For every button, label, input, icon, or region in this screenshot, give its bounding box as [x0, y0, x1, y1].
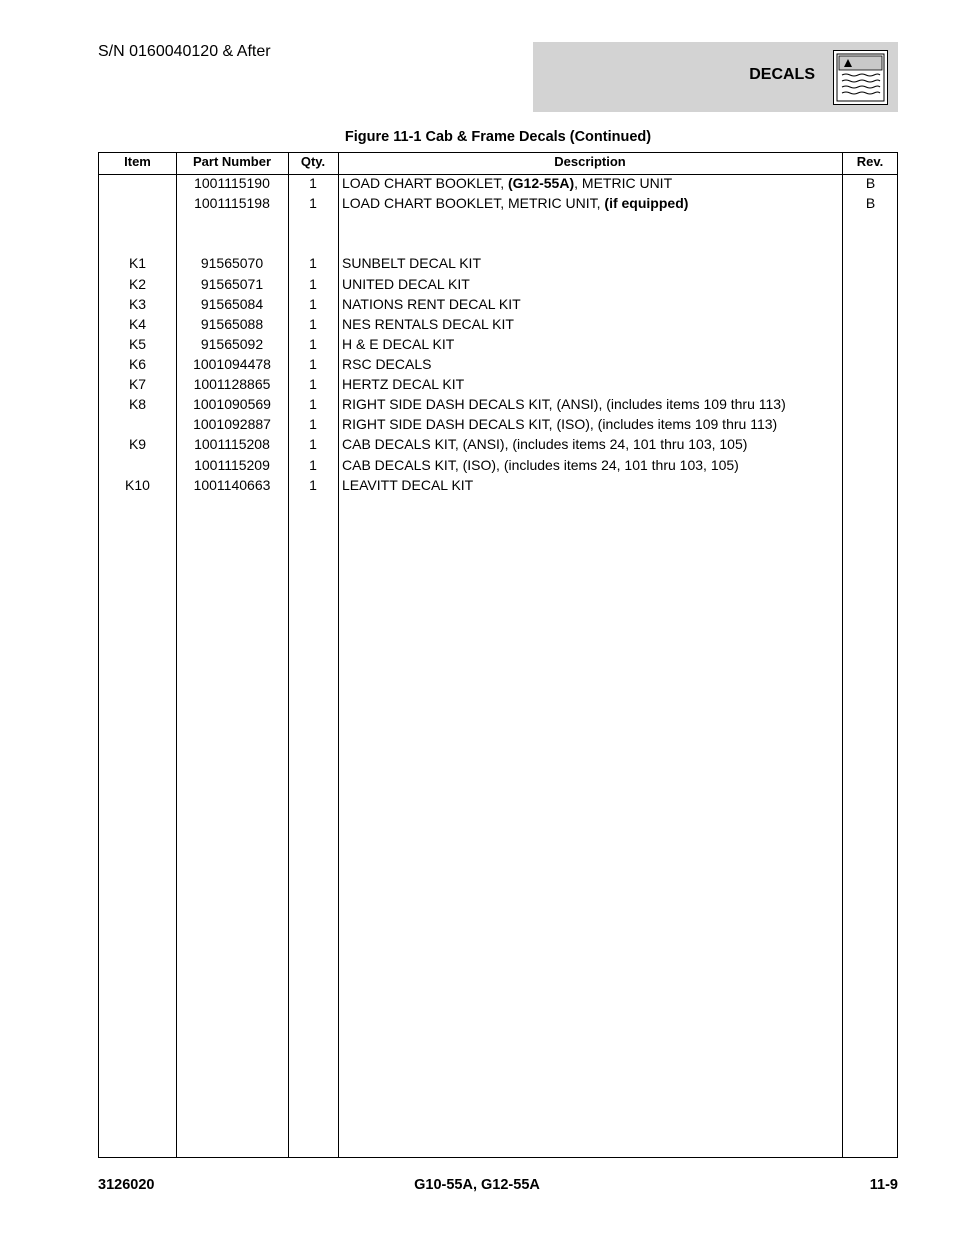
qty-cell: 1 [309, 457, 317, 473]
table-row [99, 195, 897, 215]
part-number-cell: 91565071 [200, 276, 264, 292]
table-row [99, 316, 897, 336]
item-cell: K1 [128, 255, 147, 271]
part-number-cell: 91565092 [200, 336, 264, 352]
table-row [99, 175, 897, 195]
description-cell [342, 376, 842, 392]
table-row [99, 436, 897, 456]
description-cell [342, 416, 842, 432]
table-row [99, 336, 897, 356]
table-row [99, 416, 897, 436]
qty-cell: 1 [309, 316, 317, 332]
qty-cell: 1 [309, 255, 317, 271]
table-row [99, 457, 897, 477]
table-row [99, 477, 897, 497]
description-cell [342, 195, 842, 211]
description-text: RIGHT SIDE DASH DECALS KIT, (ISO), (includes items 109 thru 113) [342, 416, 778, 432]
table-row [99, 376, 897, 396]
qty-cell: 1 [309, 276, 317, 292]
item-cell: K8 [128, 396, 147, 412]
qty-cell: 1 [309, 436, 317, 452]
section-banner [533, 42, 898, 112]
part-number-cell: 91565088 [200, 316, 264, 332]
model-numbers: G10-55A, G12-55A [414, 1177, 540, 1193]
description-cell [342, 356, 842, 372]
qty-cell: 1 [309, 376, 317, 392]
description-cell [342, 316, 842, 332]
rev-cell: B [865, 195, 876, 211]
qty-cell: 1 [309, 296, 317, 312]
description-cell [342, 336, 842, 352]
table-row [99, 296, 897, 316]
document-number: 3126020 [98, 1177, 155, 1193]
description-cell [342, 276, 842, 292]
description-text: LOAD CHART BOOKLET, METRIC UNIT, [342, 195, 605, 211]
qty-cell: 1 [309, 336, 317, 352]
description-text: HERTZ DECAL KIT [342, 376, 465, 392]
qty-cell: 1 [309, 396, 317, 412]
part-number-cell: 1001115208 [194, 436, 270, 452]
rev-cell: B [865, 175, 876, 191]
column-header-item: Item [124, 154, 151, 169]
description-cell [342, 255, 842, 271]
table-row [99, 396, 897, 416]
item-cell: K3 [128, 296, 147, 312]
parts-table [98, 152, 898, 1158]
description-emphasis: (if equipped) [604, 195, 689, 211]
part-number-cell: 1001092887 [193, 416, 271, 432]
decal-sign-icon [833, 50, 888, 105]
description-text: CAB DECALS KIT, (ANSI), (includes items 24, 101 thru 103, 105) [342, 436, 748, 452]
figure-title: Figure 11-1 Cab & Frame Decals (Continued) [344, 129, 652, 145]
column-header-qty: Qty. [300, 154, 326, 169]
item-cell: K2 [128, 276, 147, 292]
description-text: NATIONS RENT DECAL KIT [342, 296, 521, 312]
item-cell: K4 [128, 316, 147, 332]
description-cell [342, 175, 842, 191]
part-number-cell: 1001094478 [193, 356, 271, 372]
qty-cell: 1 [309, 175, 317, 191]
table-row [99, 356, 897, 376]
part-number-cell: 91565084 [200, 296, 264, 312]
part-number-cell: 1001115209 [194, 457, 270, 473]
qty-cell: 1 [309, 195, 317, 211]
column-header-part-number: Part Number [192, 154, 272, 169]
column-header-rev: Rev. [856, 154, 884, 169]
description-cell [342, 436, 842, 452]
part-number-cell: 1001115190 [194, 175, 270, 191]
item-cell: K6 [128, 356, 147, 372]
qty-cell: 1 [309, 477, 317, 493]
table-row [99, 255, 897, 275]
description-text: CAB DECALS KIT, (ISO), (includes items 24, 101 thru 103, 105) [342, 457, 739, 473]
page-number: 11-9 [869, 1177, 898, 1193]
description-cell [342, 477, 842, 493]
part-number-cell: 1001140663 [193, 477, 271, 493]
qty-cell: 1 [309, 356, 317, 372]
item-cell: K10 [125, 477, 150, 493]
description-cell [342, 296, 842, 312]
qty-cell: 1 [309, 416, 317, 432]
table-row [99, 276, 897, 296]
part-number-cell: 1001128865 [193, 376, 271, 392]
description-cell [342, 457, 842, 473]
description-text: LEAVITT DECAL KIT [342, 477, 474, 493]
part-number-cell: 1001090569 [193, 396, 271, 412]
description-emphasis: (G12-55A) [507, 175, 575, 191]
item-cell: K5 [128, 336, 147, 352]
description-text: RSC DECALS [342, 356, 432, 372]
description-text: H & E DECAL KIT [342, 336, 455, 352]
item-cell: K9 [128, 436, 147, 452]
description-text: LOAD CHART BOOKLET, [342, 175, 508, 191]
section-title: DECALS [749, 66, 815, 83]
description-text: SUNBELT DECAL KIT [342, 255, 482, 271]
column-header-description: Description [554, 154, 626, 169]
serial-number: S/N 0160040120 & After [98, 43, 271, 60]
description-cell [342, 396, 842, 412]
item-cell: K7 [128, 376, 147, 392]
description-text: RIGHT SIDE DASH DECALS KIT, (ANSI), (includes items 109 thru 113) [342, 396, 786, 412]
description-text: NES RENTALS DECAL KIT [342, 316, 514, 332]
description-text: UNITED DECAL KIT [342, 276, 470, 292]
part-number-cell: 1001115198 [194, 195, 270, 211]
part-number-cell: 91565070 [200, 255, 264, 271]
description-text-suffix: , METRIC UNIT [574, 175, 673, 191]
